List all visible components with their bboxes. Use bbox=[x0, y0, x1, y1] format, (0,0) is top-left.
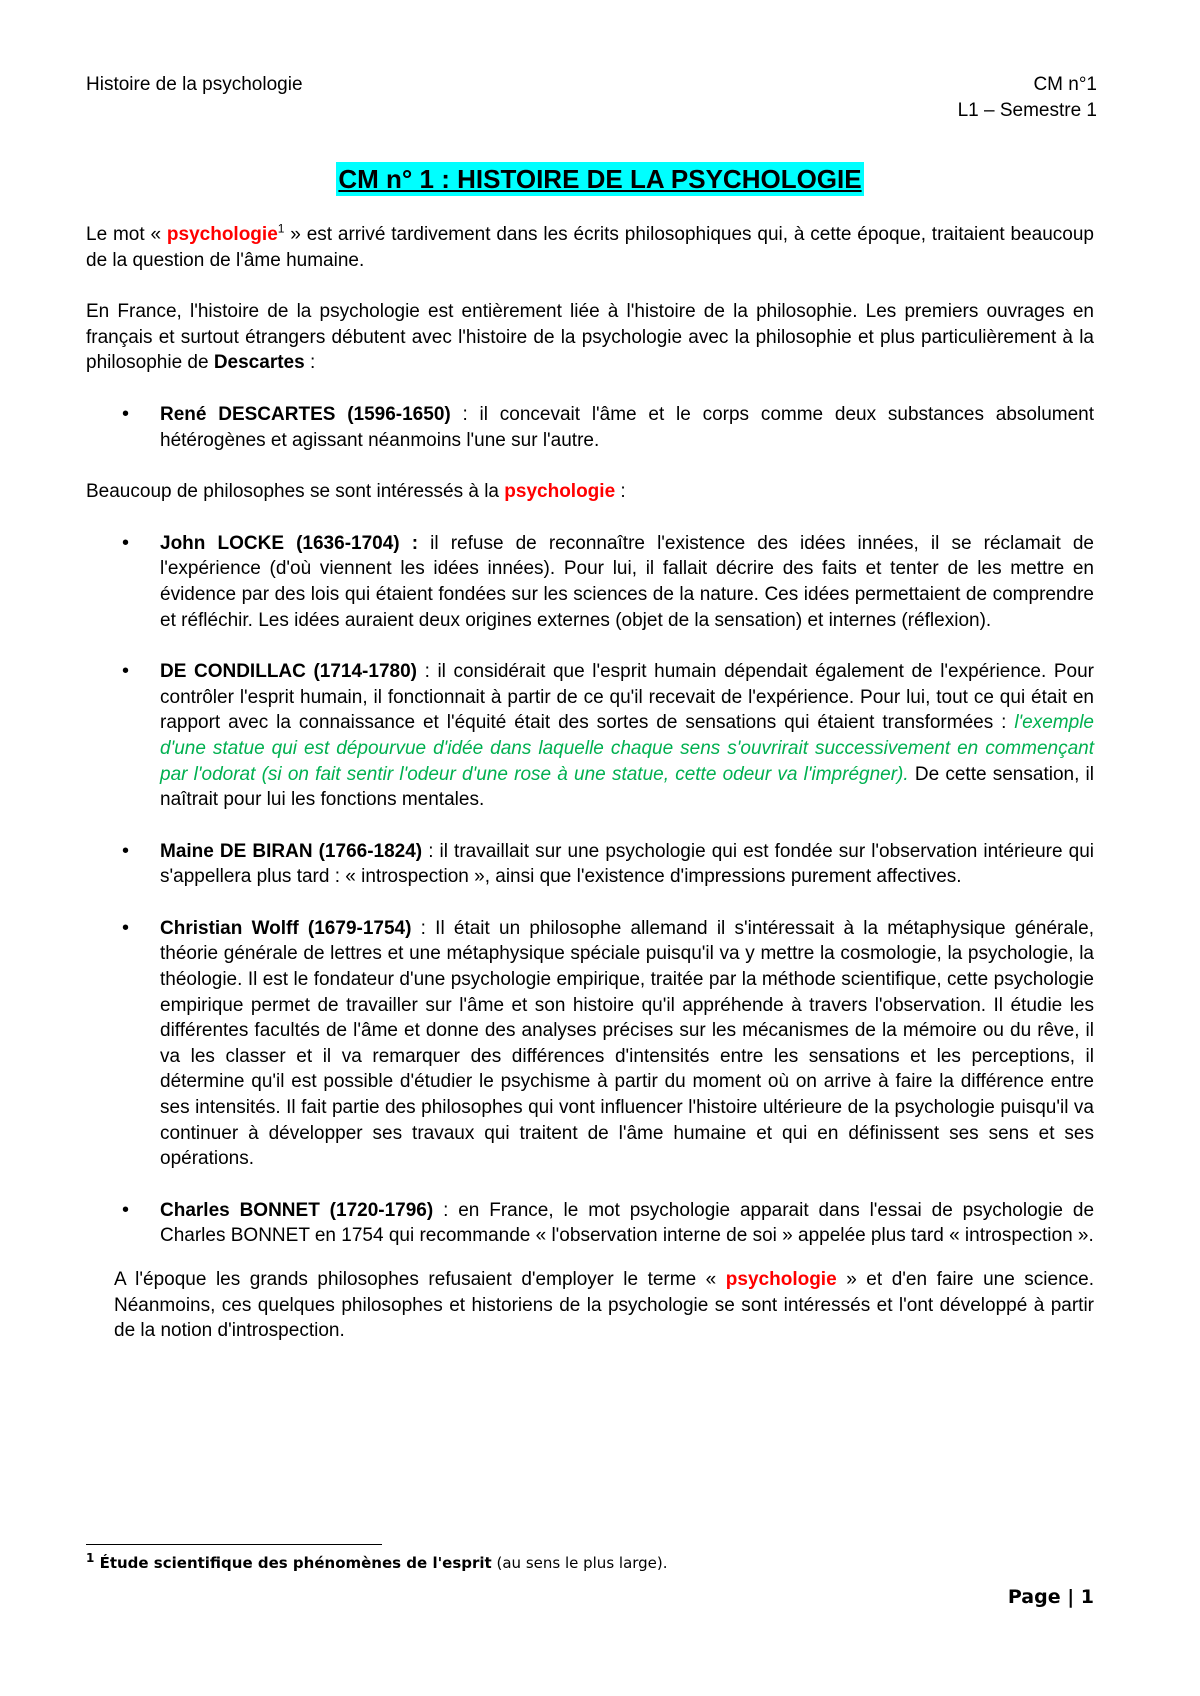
list-item-locke: • John LOCKE (1636-1704) : il refuse de reconnaître l'existence des idées innées, il se réclamait de l'expérience (d'où viennent les idées innées). Pour lui, il fallait décrire des faits et tenter de les mettre en évidence par des lois qui étaient fondées sur les sciences de la nature. Ces idées permettaient de comprendre et réfléchir. Les idées auraient deux origines externes (objet de la sensation) et internes (réflexion). bbox=[86, 531, 1094, 633]
page-number: Page | 1 bbox=[1007, 1586, 1094, 1608]
intro-paragraph-1: Le mot « psychologie$^1$ » est arrivé tardivement dans les écrits philosophiques qui, à cette époque, traitaient beaucoup de la question de l'âme humaine. bbox=[86, 221, 1094, 271]
header-right bbox=[958, 72, 1097, 124]
list-item-bonnet: • Charles BONNET (1720-1796) : en France, le mot psychologie apparait dans l'essai de psychologie de Charles BONNET en 1754 qui recommande « l'observation interne de soi » appelée plus tard « introspection ». bbox=[86, 1198, 1094, 1249]
term-highlight: psychologie bbox=[504, 481, 616, 503]
footnote: $^1$ Étude scientifique des phénomènes de l'esprit (au sens le plus large). bbox=[86, 1551, 668, 1572]
main-content bbox=[86, 222, 1094, 1370]
descartes-list bbox=[86, 402, 1094, 453]
footnote-separator bbox=[86, 1544, 382, 1545]
philosophers-list bbox=[86, 531, 1094, 1249]
conclusion-paragraph: A l'époque les grands philosophes refusaient d'employer le terme « psychologie » et d'en faire une science. Néanmoins, ces quelques philosophes et historiens de la psychologie se sont intéressés et l'ont développé à partir de la notion d'introspection. bbox=[114, 1269, 1095, 1342]
list-item-biran: • Maine DE BIRAN (1766-1824) : il travaillait sur une psychologie qui est fondée sur l'observation intérieure qui s'appellera plus tard : « introspection », ainsi que l'existence d'impressions purement affectives. bbox=[86, 839, 1094, 890]
title-wrap bbox=[0, 162, 1200, 196]
header-course-name: Histoire de la psychologie bbox=[86, 74, 303, 95]
intro-paragraph-2: En France, l'histoire de la psychologie est entièrement liée à l'histoire de la philosophie. Les premiers ouvrages en français et surtout étrangers débutent avec l'histoire de la psychologie avec la philosophie et plus particulièrement à la philosophie de Descartes : bbox=[86, 301, 1094, 374]
term-highlight: psychologie bbox=[725, 1269, 837, 1290]
term-highlight: psychologie bbox=[166, 224, 278, 245]
statue-example: l'exemple d'une statue qui est dépourvue d'idée dans laquelle chaque sens s'ouvrirait successivement en commençant par l'odorat (si on fait sentir l'odeur d'une rose à une statue, cette odeur va l'imprégner). bbox=[160, 712, 1094, 785]
transition-paragraph: Beaucoup de philosophes se sont intéressés à la psychologie : bbox=[86, 481, 626, 503]
footnote-ref: 1 bbox=[277, 221, 285, 236]
list-item-descartes: • René DESCARTES (1596-1650) : il concevait l'âme et le corps comme deux substances absolument hétérogènes et agissant néanmoins l'une sur l'autre. bbox=[86, 402, 1094, 453]
list-item-wolff: • Christian Wolff (1679-1754) : Il était un philosophe allemand il s'intéressait à la métaphysique générale, théorie générale de lettres et une métaphysique spéciale puisqu'il va y mettre la cosmologie, la psychologie, la théologie. Il est le fondateur d'une psychologie empirique, traitée par la méthode scientifique, cette psychologie empirique permet de travailler sur l'âme et son histoire qu'il appréhende à travers l'observation. Il étudie les différentes facultés de l'âme et donne des analyses précises sur les mécanismes de la mémoire ou du rêve, il va les classer et il va remarquer des différences d'intensités entre les sensations et les perceptions, il détermine qu'il est possible d'étudier le psychisme à partir du moment où on arrive à faire la différence entre ses intensités. Il fait partie des philosophes qui vont influencer l'histoire ultérieure de la psychologie puisqu'il va continuer à développer ses travaux qui traitent de l'âme humaine et qui en définissent ses sens et ses opérations. bbox=[86, 916, 1094, 1172]
header-semester: L1 – Semestre 1 bbox=[957, 100, 1097, 121]
header-cm-number: CM n°1 bbox=[1033, 74, 1097, 95]
list-item-condillac: • DE CONDILLAC (1714-1780) : il considérait que l'esprit humain dépendait également de l'expérience. Pour contrôler l'esprit humain, il fonctionnait à partir de ce qu'il recevait de l'expérience. Pour lui, tout ce qui était en rapport avec la connaissance et l'équité était des sortes de sensations qui étaient transformées : l'exemple d'une statue qui est dépourvue d'idée dans laquelle chaque sens s'ouvrirait successivement en commençant par l'odorat (si on fait sentir l'odeur d'une rose à une statue, cette odeur va l'imprégner). De cette sensation, il naîtrait pour lui les fonctions mentales. bbox=[86, 659, 1094, 813]
page-title: CM n° 1 : HISTOIRE DE LA PSYCHOLOGIE bbox=[338, 164, 862, 194]
